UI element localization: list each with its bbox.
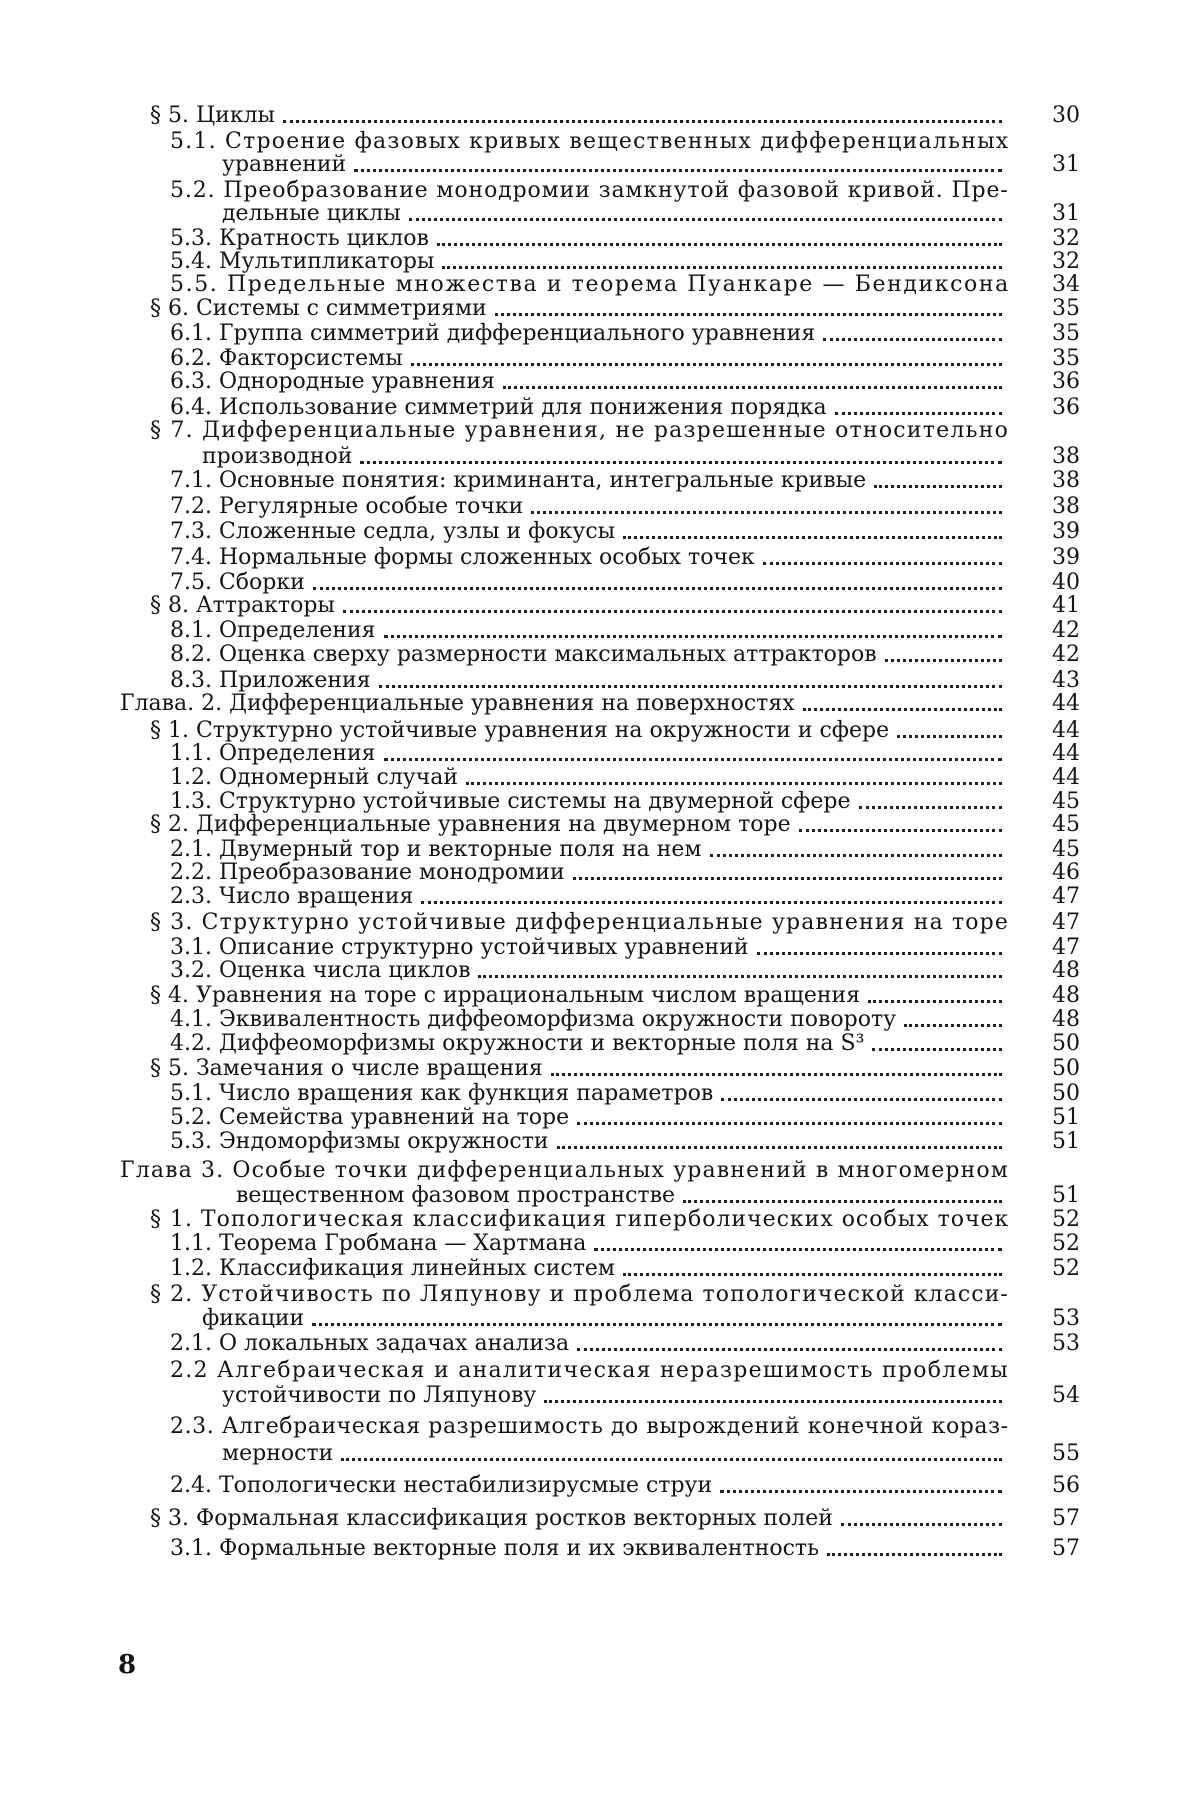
- toc-entry-title: дельные циклы: [222, 201, 401, 226]
- toc-page-number: 44: [1052, 718, 1080, 743]
- toc-entry-title: 1.2. Классификация линейных систем: [170, 1256, 615, 1281]
- toc-entry-title: 2.4. Топологически нестабилизирусмые струи: [170, 1473, 713, 1498]
- dot-leader: [573, 877, 1002, 880]
- toc-entry-title: 3.1. Формальные векторные поля и их эквивалентность: [170, 1536, 820, 1561]
- dot-leader: [897, 735, 1002, 738]
- toc-entry-title: 8.1. Определения: [170, 618, 376, 643]
- dot-leader: [594, 1248, 1002, 1251]
- toc-entry-title: § 6. Системы с симметриями: [150, 296, 487, 321]
- toc-entry: [202, 444, 1008, 470]
- dot-leader: [872, 1048, 1002, 1051]
- toc-entry: [170, 1129, 1008, 1155]
- dot-leader: [283, 120, 1002, 123]
- toc-entry-title: 6.1. Группа симметрий дифференциального уравнения: [170, 321, 816, 346]
- toc-entry: [150, 1506, 1008, 1532]
- toc-entry: [170, 1414, 1008, 1440]
- toc-entry: [170, 272, 1008, 298]
- toc-page-number: 36: [1052, 369, 1080, 394]
- dot-leader: [577, 1348, 1002, 1351]
- toc-entry-title: 5.2. Преобразование монодромии замкнутой фазовой кривой. Пре-: [170, 178, 1009, 203]
- toc-entry: [170, 958, 1008, 984]
- toc-page-number: 47: [1052, 935, 1080, 960]
- toc-entry-title: 5.3. Эндоморфизмы окружности: [170, 1129, 549, 1154]
- toc-entry-title: 2.1. О локальных задачах анализа: [170, 1331, 570, 1356]
- toc-entry-title: § 1. Структурно устойчивые уравнения на окружности и сфере: [150, 718, 890, 743]
- toc-entry-title: § 5. Циклы: [150, 103, 276, 128]
- toc-entry-title: 2.3. Число вращения: [170, 884, 414, 909]
- dot-leader: [720, 1490, 1002, 1493]
- toc-entry: [150, 1207, 1008, 1233]
- toc-entry: [222, 1383, 1008, 1409]
- toc-entry: [170, 618, 1008, 644]
- toc-entry-title: § 8. Аттракторы: [150, 593, 335, 618]
- toc-entry-title: § 3. Формальная классификация ростков векторных полей: [150, 1506, 833, 1531]
- dot-leader: [343, 610, 1002, 613]
- toc-entry: [170, 1105, 1008, 1131]
- dot-leader: [799, 829, 1002, 832]
- toc-page-number: 35: [1052, 321, 1080, 346]
- toc-page-number: 31: [1052, 152, 1080, 177]
- toc-entry-title: вещественном фазовом пространстве: [236, 1183, 676, 1208]
- toc-page-number: 42: [1052, 642, 1080, 667]
- toc-page-number: 32: [1052, 226, 1080, 251]
- toc-entry-title: 5.1. Строение фазовых кривых вещественных дифференциальных: [170, 129, 1010, 154]
- dot-leader: [623, 536, 1002, 539]
- toc-entry: [150, 593, 1008, 619]
- toc-entry: [170, 1331, 1008, 1357]
- toc-entry-title: устойчивости по Ляпунову: [222, 1383, 537, 1408]
- toc-entry-title: 5.5. Предельные множества и теорема Пуанкаре — Бендиксона: [170, 272, 1010, 297]
- toc-entry-title: § 2. Дифференциальные уравнения на двумерном торе: [150, 812, 791, 837]
- toc-page-number: 55: [1052, 1441, 1080, 1466]
- toc-entry-title: 2.2. Преобразование монодромии: [170, 860, 565, 885]
- toc-entry: [170, 860, 1008, 886]
- toc-page-number: 53: [1052, 1306, 1080, 1331]
- dot-leader: [757, 952, 1002, 955]
- toc-entry: [170, 1256, 1008, 1282]
- dot-leader: [354, 169, 1002, 172]
- toc-entry-title: 7.2. Регулярные особые точки: [170, 494, 524, 519]
- toc-entry-title: 7.3. Сложенные седла, узлы и фокусы: [170, 519, 616, 544]
- dot-leader: [384, 635, 1002, 638]
- toc-page-number: 52: [1052, 1231, 1080, 1256]
- toc-entry: [170, 321, 1008, 347]
- dot-leader: [478, 975, 1002, 978]
- dot-leader: [557, 1146, 1002, 1149]
- toc-page-number: 38: [1052, 444, 1080, 469]
- dot-leader: [551, 1073, 1002, 1076]
- toc-entry: [222, 1441, 1008, 1467]
- dot-leader: [868, 1000, 1002, 1003]
- toc-entry-title: мерности: [222, 1441, 334, 1466]
- toc-entry-title: § 1. Топологическая классификация гиперболических особых точек: [150, 1207, 1010, 1232]
- toc-entry: [170, 1081, 1008, 1107]
- toc-entry-title: § 3. Структурно устойчивые дифференциальные уравнения на торе: [150, 910, 1010, 935]
- toc-entry-title: 8.3. Приложения: [170, 668, 371, 693]
- toc-entry: [170, 1358, 1008, 1384]
- toc-entry-title: 6.3. Однородные уравнения: [170, 369, 495, 394]
- toc-page-number: 50: [1052, 1081, 1080, 1106]
- toc-entry: [150, 910, 1008, 936]
- toc-entry-title: 7.4. Нормальные формы сложенных особых точек: [170, 545, 755, 570]
- toc-page-number: 31: [1052, 201, 1080, 226]
- toc-entry-title: 2.3. Алгебраическая разрешимость до вырождений конечной кораз-: [170, 1414, 1009, 1439]
- toc-entry: [222, 201, 1008, 227]
- toc-page-number: 57: [1052, 1536, 1080, 1561]
- toc-entry: [170, 1536, 1008, 1562]
- toc-entry: [170, 545, 1008, 571]
- toc-entry-title: 7.5. Сборки: [170, 570, 305, 595]
- dot-leader: [495, 313, 1002, 316]
- toc-page-number: 44: [1052, 691, 1080, 716]
- toc-entry-title: 6.2. Факторсистемы: [170, 346, 403, 371]
- dot-leader: [710, 854, 1002, 857]
- toc-page-number: 48: [1052, 958, 1080, 983]
- toc-entry: [170, 765, 1008, 791]
- toc-entry-title: 8.2. Оценка сверху размерности максимальных аттракторов: [170, 642, 877, 667]
- dot-leader: [577, 1122, 1002, 1125]
- toc-entry: [170, 1473, 1008, 1499]
- dot-leader: [409, 218, 1002, 221]
- dot-leader: [466, 782, 1002, 785]
- toc-entry-title: 5.1. Число вращения как функция параметров: [170, 1081, 714, 1106]
- toc-page-number: 44: [1052, 765, 1080, 790]
- toc-entry-title: 1.1. Определения: [170, 741, 376, 766]
- toc-page-number: 45: [1052, 837, 1080, 862]
- toc-entry-title: фикации: [202, 1306, 305, 1331]
- dot-leader: [341, 1458, 1002, 1461]
- toc-entry: [150, 418, 1008, 444]
- dot-leader: [384, 758, 1002, 761]
- toc-entry-title: Глава 3. Особые точки дифференциальных уравнений в многомерном: [120, 1158, 1010, 1183]
- toc-page-number: 39: [1052, 519, 1080, 544]
- toc-page-number: 56: [1052, 1473, 1080, 1498]
- toc-entry: [202, 1306, 1008, 1332]
- toc-entry: [170, 468, 1008, 494]
- toc-page-number: 44: [1052, 741, 1080, 766]
- toc-page-number: 39: [1052, 545, 1080, 570]
- toc-page-number: 51: [1052, 1183, 1080, 1208]
- toc-entry-title: § 5. Замечания о числе вращения: [150, 1056, 543, 1081]
- toc-page-number: 35: [1052, 346, 1080, 371]
- toc-entry-title: 2.1. Двумерный тор и векторные поля на нем: [170, 837, 702, 862]
- dot-leader: [503, 386, 1002, 389]
- toc-entry: [150, 296, 1008, 322]
- dot-leader: [827, 1553, 1002, 1556]
- toc-entry: [170, 1031, 1008, 1057]
- toc-page-number: 48: [1052, 983, 1080, 1008]
- toc-page-number: 51: [1052, 1129, 1080, 1154]
- toc-page-number: 30: [1052, 103, 1080, 128]
- toc-entry-title: производной: [202, 444, 353, 469]
- toc-page-number: 47: [1052, 910, 1080, 935]
- dot-leader: [442, 266, 1002, 269]
- toc-entry-title: 6.4. Использование симметрий для понижения порядка: [170, 395, 827, 420]
- toc-entry: [150, 1056, 1008, 1082]
- toc-entry-title: § 2. Устойчивость по Ляпунову и проблема топологической класси-: [150, 1282, 1009, 1307]
- toc-entry-title: 4.2. Диффеоморфизмы окружности и векторные поля на S³: [170, 1031, 865, 1056]
- dot-leader: [859, 806, 1002, 809]
- toc-entry: [150, 983, 1008, 1009]
- dot-leader: [721, 1098, 1002, 1101]
- toc-entry: [170, 494, 1008, 520]
- toc-entry-title: 7.1. Основные понятия: криминанта, интегральные кривые: [170, 468, 867, 493]
- toc-page-number: 46: [1052, 860, 1080, 885]
- dot-leader: [763, 562, 1002, 565]
- toc-page-number: 52: [1052, 1207, 1080, 1232]
- dot-leader: [835, 412, 1002, 415]
- toc-page-number: 50: [1052, 1056, 1080, 1081]
- toc-page-number: 54: [1052, 1383, 1080, 1408]
- toc-entry-title: уравнений: [222, 152, 347, 177]
- dot-leader: [312, 1323, 1002, 1326]
- toc-entry-title: § 4. Уравнения на торе с иррациональным числом вращения: [150, 983, 861, 1008]
- toc-entry: [170, 519, 1008, 545]
- toc-entry: [120, 1158, 1008, 1184]
- dot-leader: [360, 461, 1002, 464]
- toc-entry-title: 5.3. Кратность циклов: [170, 226, 429, 251]
- toc-entry: [170, 741, 1008, 767]
- toc-page-number: 47: [1052, 884, 1080, 909]
- toc-entry-title: Глава. 2. Дифференциальные уравнения на поверхностях: [120, 691, 795, 716]
- dot-leader: [885, 659, 1002, 662]
- dot-leader: [313, 587, 1002, 590]
- toc-page-number: 57: [1052, 1506, 1080, 1531]
- toc-page-number: 42: [1052, 618, 1080, 643]
- dot-leader: [623, 1273, 1002, 1276]
- toc-page-number: 35: [1052, 296, 1080, 321]
- toc-entry: [170, 369, 1008, 395]
- toc-entry: [170, 642, 1008, 668]
- dot-leader: [544, 1400, 1002, 1403]
- toc-page-number: 45: [1052, 789, 1080, 814]
- toc-page-number: 32: [1052, 249, 1080, 274]
- dot-leader: [823, 338, 1002, 341]
- toc-page-number: 53: [1052, 1331, 1080, 1356]
- toc-page-number: 52: [1052, 1256, 1080, 1281]
- dot-leader: [411, 363, 1002, 366]
- toc-entry-title: 3.1. Описание структурно устойчивых уравнений: [170, 935, 749, 960]
- toc-page-number: 45: [1052, 812, 1080, 837]
- toc-entry-title: § 7. Дифференциальные уравнения, не разрешенные относительно: [150, 418, 1010, 443]
- dot-leader: [803, 708, 1002, 711]
- dot-leader: [904, 1024, 1002, 1027]
- toc-entry: [150, 1282, 1008, 1308]
- toc-page-number: 34: [1052, 272, 1080, 297]
- toc-page-number: 38: [1052, 494, 1080, 519]
- toc-page-number: 51: [1052, 1105, 1080, 1130]
- toc-entry: [222, 152, 1008, 178]
- toc-entry-title: 1.2. Одномерный случай: [170, 765, 459, 790]
- toc-page-number: 48: [1052, 1007, 1080, 1032]
- toc-entry: [170, 1231, 1008, 1257]
- dot-leader: [531, 511, 1002, 514]
- page-folio: 8: [118, 1650, 137, 1680]
- dot-leader: [437, 243, 1002, 246]
- dot-leader: [841, 1523, 1002, 1526]
- dot-leader: [874, 485, 1002, 488]
- toc-entry: [170, 884, 1008, 910]
- toc-entry-title: 5.2. Семейства уравнений на торе: [170, 1105, 570, 1130]
- toc-page-number: 43: [1052, 668, 1080, 693]
- dot-leader: [683, 1200, 1002, 1203]
- toc-entry-title: 3.2. Оценка числа циклов: [170, 958, 471, 983]
- toc-entry: [236, 1183, 1008, 1209]
- toc-entry-title: 2.2 Алгебраическая и аналитическая неразрешимость проблемы: [170, 1358, 1009, 1383]
- toc-entry: [150, 812, 1008, 838]
- toc-entry-title: 1.3. Структурно устойчивые системы на двумерной сфере: [170, 789, 851, 814]
- toc-entry: [170, 1007, 1008, 1033]
- toc-page-number: 40: [1052, 570, 1080, 595]
- toc-page-number: 36: [1052, 395, 1080, 420]
- toc-page-number: 38: [1052, 468, 1080, 493]
- toc-page-number: 41: [1052, 593, 1080, 618]
- toc-page-number: 50: [1052, 1031, 1080, 1056]
- toc-entry-title: 5.4. Мультипликаторы: [170, 249, 435, 274]
- toc-entry-title: 4.1. Эквивалентность диффеоморфизма окружности повороту: [170, 1007, 897, 1032]
- toc-entry: [120, 691, 1008, 717]
- toc-entry-title: 1.1. Теорема Гробмана — Хартмана: [170, 1231, 587, 1256]
- toc-entry: [150, 103, 1008, 129]
- dot-leader: [379, 685, 1002, 688]
- dot-leader: [421, 901, 1002, 904]
